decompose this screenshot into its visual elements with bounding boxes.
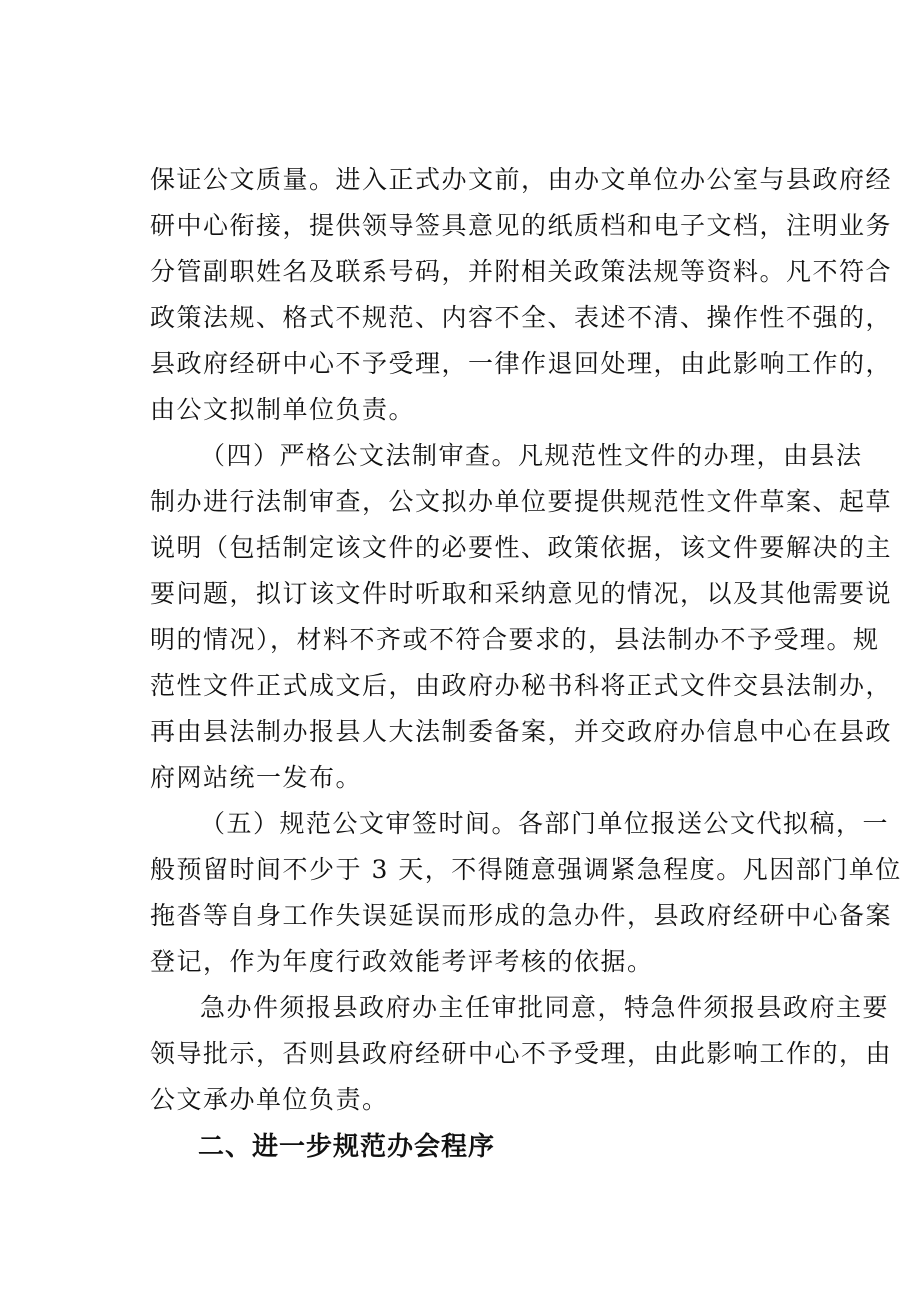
text-line: 制办进行法制审查，公文拟办单位要提供规范性文件草案、起草 bbox=[150, 487, 893, 516]
text-line: 登记，作为年度行政效能考评考核的依据。 bbox=[150, 947, 654, 976]
text-line: 分管副职姓名及联系号码，并附相关政策法规等资料。凡不符合 bbox=[150, 257, 893, 286]
text-line: 再由县法制办报县人大法制委备案，并交政府办信息中心在县政 bbox=[150, 717, 893, 746]
text-line: 般预留时间不少于 3 天，不得随意强调紧急程度。凡因部门单位 bbox=[150, 855, 902, 884]
text-line: 范性文件正式成文后，由政府办秘书科将正式文件交县法制办， bbox=[150, 671, 893, 700]
text-line: 领导批示，否则县政府经研中心不予受理，由此影响工作的，由 bbox=[150, 1039, 893, 1068]
text-line: 急办件须报县政府办主任审批同意，特急件须报县政府主要 bbox=[200, 993, 890, 1022]
text-line: 说明（包括制定该文件的必要性、政策依据，该文件要解决的主 bbox=[150, 533, 893, 562]
section-heading: 二、进一步规范办会程序 bbox=[198, 1132, 496, 1162]
text-line: （五）规范公文审签时间。各部门单位报送公文代拟稿，一 bbox=[200, 809, 890, 838]
text-line: 明的情况），材料不齐或不符合要求的，县法制办不予受理。规 bbox=[150, 625, 880, 654]
text-line: 保证公文质量。进入正式办文前，由办文单位办公室与县政府经 bbox=[150, 165, 893, 194]
text-line: 研中心衔接，提供领导签具意见的纸质档和电子文档，注明业务 bbox=[150, 211, 893, 240]
text-line: （四）严格公文法制审查。凡规范性文件的办理，由县法 bbox=[200, 441, 863, 470]
text-line: 县政府经研中心不予受理，一律作退回处理，由此影响工作的， bbox=[150, 349, 893, 378]
text-line: 府网站统一发布。 bbox=[150, 763, 363, 792]
text-line: 要问题，拟订该文件时听取和采纳意见的情况，以及其他需要说 bbox=[150, 579, 893, 608]
text-line: 拖沓等自身工作失误延误而形成的急办件，县政府经研中心备案 bbox=[150, 901, 893, 930]
text-line: 由公文拟制单位负责。 bbox=[150, 395, 416, 424]
text-line: 政策法规、格式不规范、内容不全、表述不清、操作性不强的， bbox=[150, 303, 893, 332]
text-line: 公文承办单位负责。 bbox=[150, 1085, 389, 1114]
